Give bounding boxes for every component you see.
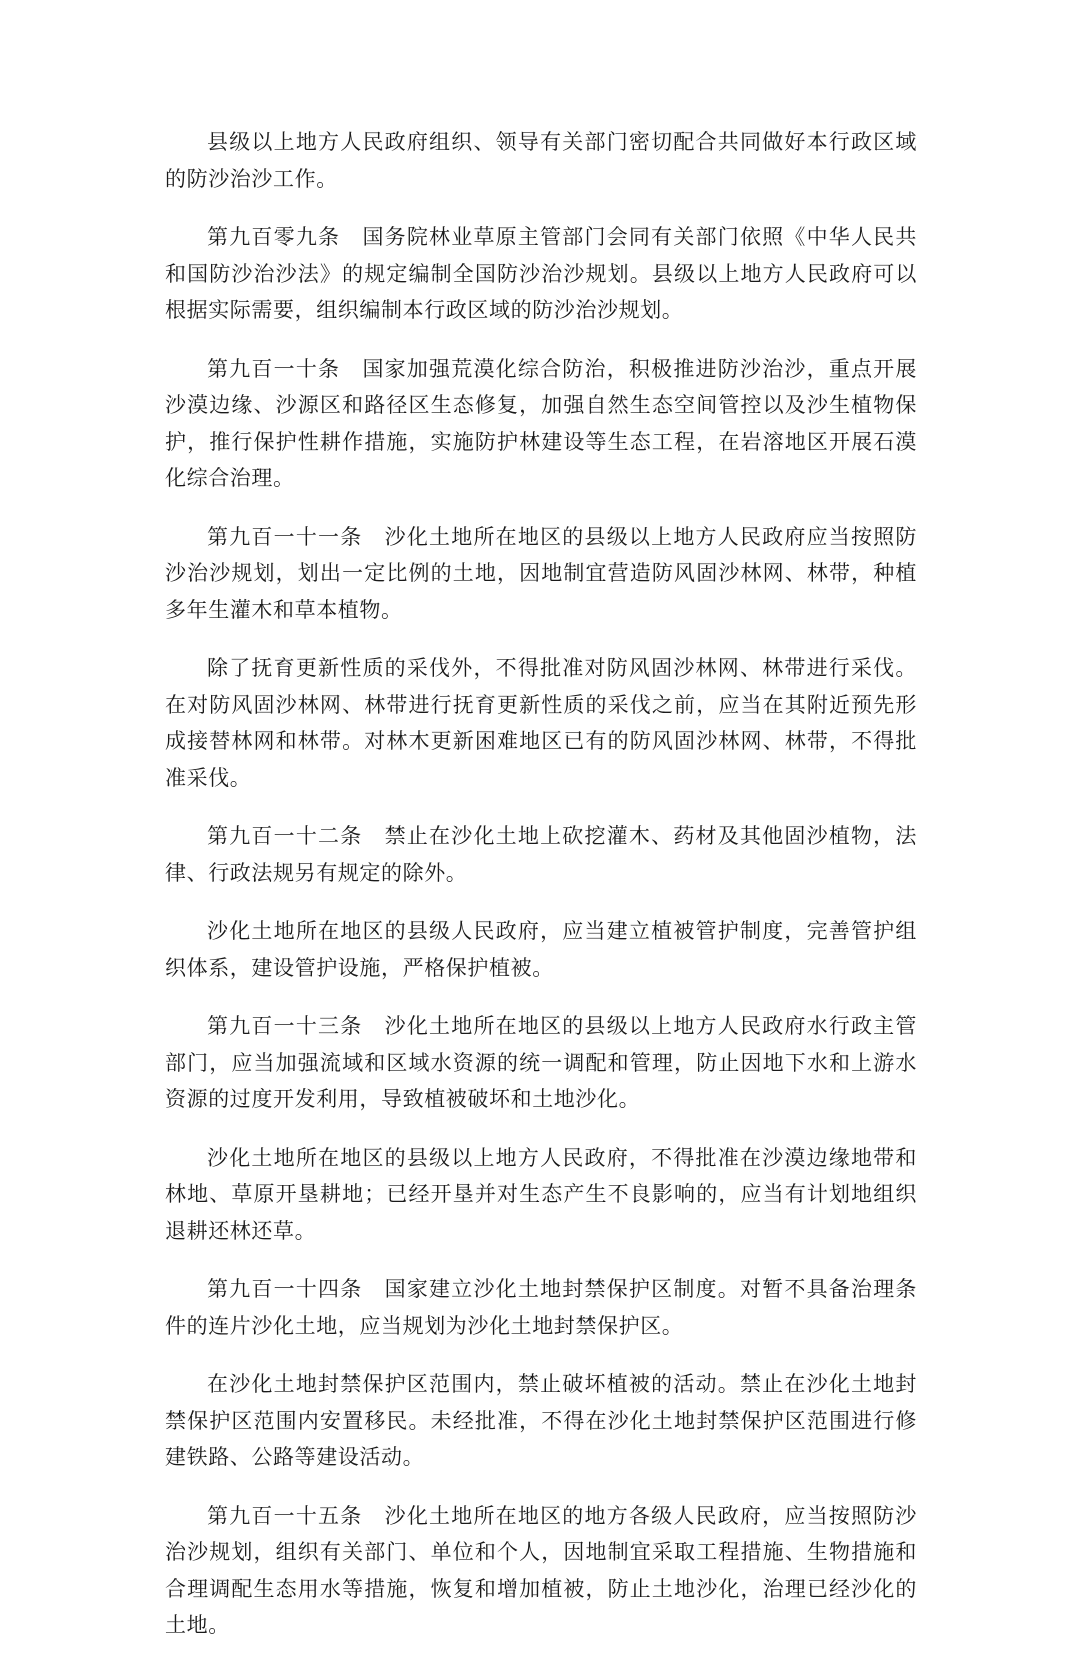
article-909-paragraph: 第九百零九条 国务院林业草原主管部门会同有关部门依照《中华人民共和国防沙治沙法》的规定编制全国防沙治沙规划。县级以上地方人民政府可以根据实际需要，组织编制本行政区域的防沙治沙规划。: [165, 225, 917, 322]
article-914-paragraph: 第九百一十四条 国家建立沙化土地封禁保护区制度。对暂不具备治理条件的连片沙化土地，应当规划为沙化土地封禁保护区。: [165, 1277, 917, 1338]
article-911-paragraph: 第九百一十一条 沙化土地所在地区的县级以上地方人民政府应当按照防沙治沙规划，划出一定比例的土地，因地制宜营造防风固沙林网、林带，种植多年生灌木和草本植物。: [165, 524, 917, 622]
paragraph: 沙化土地所在地区的县级人民政府，应当建立植被管护制度，完善管护组织体系，建设管护设施，严格保护植被。: [165, 919, 917, 980]
article-912-paragraph: 第九百一十二条 禁止在沙化土地上砍挖灌木、药材及其他固沙植物，法律、行政法规另有规定的除外。: [165, 824, 917, 885]
paragraph: 县级以上地方人民政府组织、领导有关部门密切配合共同做好本行政区域的防沙治沙工作。: [165, 130, 917, 191]
document-body: [165, 124, 917, 1666]
paragraph: 在沙化土地封禁保护区范围内，禁止破坏植被的活动。禁止在沙化土地封禁保护区范围内安置移民。未经批准，不得在沙化土地封禁保护区范围进行修建铁路、公路等建设活动。: [165, 1372, 917, 1469]
paragraph: 沙化土地所在地区的县级以上地方人民政府，不得批准在沙漠边缘地带和林地、草原开垦耕地；已经开垦并对生态产生不良影响的，应当有计划地组织退耕还林还草。: [165, 1145, 917, 1243]
article-910-paragraph: 第九百一十条 国家加强荒漠化综合防治，积极推进防沙治沙，重点开展沙漠边缘、沙源区和路径区生态修复，加强自然生态空间管控以及沙生植物保护，推行保护性耕作措施，实施防护林建设等生态工程，在岩溶地区开展石漠化综合治理。: [165, 356, 917, 490]
article-913-paragraph: 第九百一十三条 沙化土地所在地区的县级以上地方人民政府水行政主管部门，应当加强流域和区域水资源的统一调配和管理，防止因地下水和上游水资源的过度开发利用，导致植被破坏和土地沙化。: [165, 1014, 917, 1111]
article-915-paragraph: 第九百一十五条 沙化土地所在地区的地方各级人民政府，应当按照防沙治沙规划，组织有关部门、单位和个人，因地制宜采取工程措施、生物措施和合理调配生态用水等措施，恢复和增加植被，防止土地沙化，治理已经沙化的土地。: [165, 1503, 917, 1637]
paragraph: 除了抚育更新性质的采伐外，不得批准对防风固沙林网、林带进行采伐。在对防风固沙林网、林带进行抚育更新性质的采伐之前，应当在其附近预先形成接替林网和林带。对林木更新困难地区已有的防风固沙林网、林带，不得批准采伐。: [165, 656, 917, 790]
